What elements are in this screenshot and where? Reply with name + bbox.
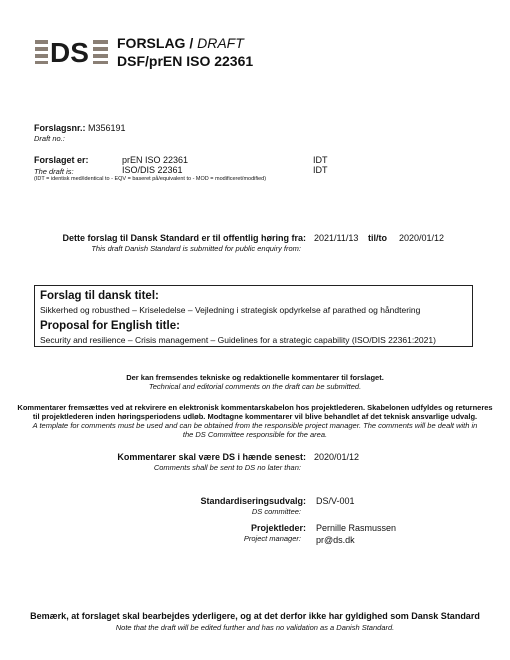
deadline-label: Kommentarer skal være DS i hænde senest: — [117, 452, 306, 462]
comments-p1-en: Technical and editorial comments on the draft can be submitted. — [148, 382, 362, 391]
ds-logo — [35, 38, 110, 64]
document-title — [117, 35, 244, 51]
committee-label-en: DS committee: — [251, 507, 301, 516]
hearing-til-label: til/to — [368, 233, 387, 243]
proposal-is-row1-code: IDT — [313, 155, 328, 165]
title-main: FORSLAG / — [117, 35, 194, 51]
comments-p1-da: Der kan fremsendes tekniske og redaktionelle kommentarer til forslaget. — [126, 373, 384, 382]
logo-stripes-right — [93, 40, 108, 64]
hearing-label-en: This draft Danish Standard is submitted for public enquiry from: — [91, 244, 301, 253]
proposal-no-label-en: Draft no.: — [34, 134, 65, 143]
logo-text: DS — [50, 38, 89, 64]
comments-p2-en-2: the DS Committee responsible for the area. — [182, 430, 328, 439]
proposal-is-label-en: The draft is: — [34, 167, 74, 176]
committee-value: DS/V-001 — [316, 496, 355, 506]
manager-email[interactable]: pr@ds.dk — [316, 535, 355, 545]
proposal-is-label: Forslaget er: — [34, 155, 89, 165]
document-subtitle: DSF/prEN ISO 22361 — [117, 53, 254, 69]
proposal-is-row1-value: prEN ISO 22361 — [122, 155, 189, 165]
english-title-text: Security and resilience – Crisis management – Guidelines for a strategic capability (ISO/DIS 22361:2021) — [40, 335, 436, 345]
title-draft: DRAFT — [197, 35, 244, 51]
proposal-is-row2-code: IDT — [313, 165, 328, 175]
danish-title-heading: Forslag til dansk titel: — [40, 290, 159, 302]
manager-label-en: Project manager: — [243, 534, 301, 543]
footer-note-da: Bemærk, at forslaget skal bearbejdes yderligere, og at det derfor ikke har gyldighed som Dansk Standard — [30, 611, 480, 621]
footer-note-en: Note that the draft will be edited further and has no validation as a Danish Standard. — [115, 623, 395, 632]
hearing-from: 2021/11/13 — [314, 233, 359, 243]
proposal-is-legend: (IDT = identisk med/identical to - EQV = baseret på/equivalent to - MOD = modificeret/modified) — [34, 176, 267, 182]
hearing-to: 2020/01/12 — [399, 233, 445, 243]
committee-label: Standardiseringsudvalg: — [200, 496, 306, 506]
deadline-label-en: Comments shall be sent to DS no later than: — [153, 463, 301, 472]
manager-name: Pernille Rasmussen — [316, 523, 397, 533]
english-title-heading: Proposal for English title: — [40, 320, 180, 332]
proposal-no-label: Forslagsnr.: — [34, 123, 86, 133]
title-box — [34, 285, 473, 347]
logo-stripes-left — [35, 40, 48, 64]
comments-p2-da-2: til projektlederen inden høringsperiodens udløb. Modtagne kommentarer vil blive behandlet af det teknisk ansvarlige udvalg. — [32, 412, 478, 421]
proposal-no-value: M356191 — [88, 123, 126, 133]
comments-p2-da-1: Kommentarer fremsættes ved at rekvirere en elektronisk kommentarskabelon hos projektlederen. Skabelonen udfyldes og returneres — [17, 403, 493, 412]
manager-label: Projektleder: — [250, 523, 306, 533]
hearing-label: Dette forslag til Dansk Standard er til offentlig høring fra: — [62, 233, 306, 243]
deadline-value: 2020/01/12 — [314, 452, 360, 462]
danish-title-text: Sikkerhed og robusthed – Kriseledelse – Vejledning i strategisk opdyrkelse af parathed og håndtering — [40, 305, 421, 315]
proposal-is-row2-value: ISO/DIS 22361 — [122, 165, 183, 175]
comments-p2-en-1: A template for comments must be used and can be obtained from the responsible project manager. The comments will be dealt with in — [32, 421, 478, 430]
